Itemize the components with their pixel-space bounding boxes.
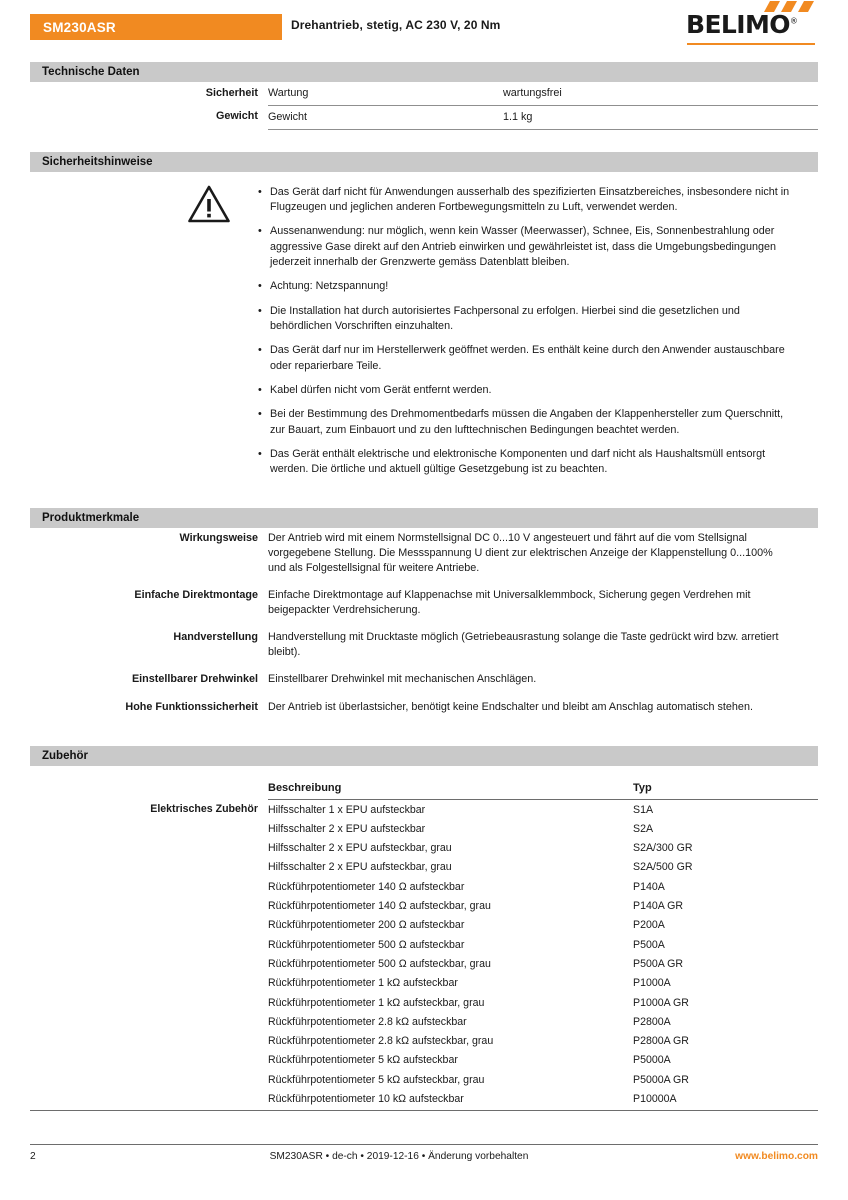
section-header-accessories: Zubehör [30,746,818,766]
list-item [258,407,796,438]
table-row [30,819,818,838]
safety-icon-cell [30,185,258,478]
list-item-text: Aussenanwendung: nur möglich, wenn kein Wasser (Meerwasser), Schnee, Eis, Sonnenbestrahlung oder aggressive Gase direkt auf den Antrieb einwirken und gewährleistet ist, dass die Umgebungsbedingungen jederzeit innerhalb der Grenzwerte gemäss Datenblatt bleiben. [270,225,776,269]
row-label: Gewicht [216,110,258,123]
accessory-description: Rückführpotentiometer 200 Ω aufsteckbar [268,919,465,932]
accessory-type: P1000A [633,977,671,990]
bullet-marker-icon: • [258,304,262,317]
list-item [258,279,796,294]
accessory-type: P200A [633,919,665,932]
table-row [30,839,818,858]
table-row [30,858,818,877]
accessory-type: P5000A GR [633,1073,689,1086]
accessory-description: Hilfsschalter 2 x EPU aufsteckbar [268,822,426,835]
table-row [30,993,818,1012]
accessory-description: Rückführpotentiometer 140 Ω aufsteckbar [268,880,465,893]
bullet-marker-icon: • [258,185,262,198]
accessory-type: P500A GR [633,957,684,970]
list-item-text: Achtung: Netzspannung! [270,280,389,293]
table-row [30,669,818,696]
list-item [258,383,796,398]
model-badge [30,14,282,40]
row-name: Gewicht [268,105,503,129]
spacer-cell [30,779,268,800]
registered-trademark-icon: ® [789,16,798,26]
table-row [30,105,818,129]
list-item [258,185,796,216]
accessory-type: P5000A [633,1054,671,1067]
table-row [30,897,818,916]
table-row [30,1051,818,1070]
accessory-type: S2A/500 GR [633,861,693,874]
accessory-description: Rückführpotentiometer 2.8 kΩ aufsteckbar, grau [268,1035,494,1048]
footer-website-link[interactable]: www.belimo.com [735,1151,818,1162]
accessories-table [30,779,818,1112]
accessory-type: S2A/300 GR [633,842,693,855]
feature-text: Einstellbarer Drehwinkel mit mechanischen Anschlägen. [268,673,537,686]
page-title: Drehantrieb, stetig, AC 230 V, 20 Nm [291,18,501,32]
accessory-description: Rückführpotentiometer 5 kΩ aufsteckbar, grau [268,1073,485,1086]
list-item-text: Kabel dürfen nicht vom Gerät entfernt werden. [270,384,492,397]
list-item [258,224,796,270]
model-badge-label: SM230ASR [43,19,116,35]
table-row [30,935,818,954]
bullet-marker-icon: • [258,448,262,461]
table-row [30,877,818,896]
feature-label: Wirkungsweise [179,531,258,544]
accessory-description: Rückführpotentiometer 500 Ω aufsteckbar [268,938,465,951]
row-label: Sicherheit [205,87,258,99]
accessory-description: Hilfsschalter 1 x EPU aufsteckbar [268,803,426,816]
table-row [30,954,818,973]
row-value: wartungsfrei [503,82,818,105]
accessory-description: Rückführpotentiometer 10 kΩ aufsteckbar [268,1089,633,1110]
accessory-description: Rückführpotentiometer 500 Ω aufsteckbar, grau [268,957,491,970]
section-header-safety: Sicherheitshinweise [30,152,818,172]
technical-data-table [30,82,818,130]
list-item-text: Die Installation hat durch autorisiertes Fachpersonal zu erfolgen. Hierbei sind die gesetzlichen und behördlichen Vorschriften einzuhalten. [270,304,740,333]
table-row [30,800,818,820]
logo-wordmark: BELIMO® [686,10,798,39]
table-row [30,1012,818,1031]
table-row [30,627,818,669]
table-row [30,1089,818,1110]
accessory-type: P2800A GR [633,1035,689,1048]
bullet-marker-icon: • [258,280,262,293]
page-footer [30,1144,818,1162]
accessory-type: P500A [633,938,665,951]
accessory-type: P1000A GR [633,996,689,1009]
accessory-description: Rückführpotentiometer 1 kΩ aufsteckbar, grau [268,996,485,1009]
accessory-type: S1A [633,803,654,816]
bullet-marker-icon: • [258,344,262,357]
accessory-description: Hilfsschalter 2 x EPU aufsteckbar, grau [268,861,452,874]
table-row [30,82,818,105]
accessory-description: Rückführpotentiometer 2.8 kΩ aufsteckbar [268,1015,467,1028]
list-item-text: Das Gerät enthält elektrische und elektronische Komponenten und darf nicht als Haushaltsmüll entsorgt werden. Die örtliche und aktuell gültige Gesetzgebung ist zu beachten. [270,448,766,476]
list-item [258,447,796,478]
section-header-features: Produktmerkmale [30,508,818,528]
accessory-type: S2A [633,822,654,835]
accessory-description: Rückführpotentiometer 1 kΩ aufsteckbar [268,977,458,990]
table-row [30,1032,818,1051]
table-row [30,697,818,724]
feature-label: Handverstellung [173,631,258,644]
list-item-text: Das Gerät darf nicht für Anwendungen ausserhalb des spezifizierten Einsatzbereiches, insbesondere nicht in Flugzeugen und jeglichen anderen Fortbewegungsmitteln zu Luft, verwendet werden. [270,185,790,214]
warning-triangle-icon [188,185,230,223]
accessory-type: P140A GR [633,900,684,913]
feature-text: Einfache Direktmontage auf Klappenachse mit Universalklemmbock, Sicherung gegen Verdrehen mit beigepackter Verdrehsicherung. [268,589,751,617]
list-item-text: Bei der Bestimmung des Drehmomentbedarfs müssen die Angaben der Klappenhersteller zum Querschnitt, zur Bauart, zum Einbauort und zu den lufttechnischen Bedingungen beachtet werden. [270,408,784,436]
table-row [30,974,818,993]
list-item [258,343,796,374]
safety-notes-block [30,172,818,478]
table-header-row [30,779,818,800]
accessory-group-label: Elektrisches Zubehör [150,803,258,816]
list-item-text: Das Gerät darf nur im Herstellerwerk geöffnet werden. Es enthält keine durch den Anwender austauschbare oder reparierbare Teile. [270,344,785,372]
feature-label: Einfache Direktmontage [134,589,258,602]
row-value: 1.1 kg [503,105,818,129]
column-header-description: Beschreibung [268,779,633,800]
feature-text: Der Antrieb wird mit einem Normstellsignal DC 0...10 V angesteuert und fährt auf die vom Stellsignal vorgegebene Stellung. Die Messspannung U dient zur elektrischen Anzeige der Klappenstellung 0...100% und als Folgestellsignal für weitere Antriebe. [268,531,773,574]
belimo-logo [686,0,818,50]
page-header [30,0,818,62]
list-item [258,304,796,335]
footer-reference: SM230ASR • de-ch • 2019-12-16 • Änderung vorbehalten [269,1151,529,1162]
logo-underline [687,43,815,45]
table-row [30,528,818,585]
bullet-marker-icon: • [258,408,262,421]
product-features-table [30,528,818,724]
feature-label: Hohe Funktionssicherheit [125,700,258,713]
table-row [30,1070,818,1089]
section-header-technical: Technische Daten [30,62,818,82]
accessory-description: Hilfsschalter 2 x EPU aufsteckbar, grau [268,842,452,855]
bullet-marker-icon: • [258,225,262,238]
table-row [30,916,818,935]
feature-text: Handverstellung mit Drucktaste möglich (Getriebeausrastung solange die Taste gedrückt wird bzw. arretiert bleibt). [268,631,779,659]
feature-label: Einstellbarer Drehwinkel [131,673,258,686]
accessory-description: Rückführpotentiometer 140 Ω aufsteckbar, grau [268,900,491,913]
column-header-type: Typ [633,779,818,800]
page-number: 2 [30,1151,36,1162]
row-name: Wartung [268,82,503,105]
accessory-type: P2800A [633,1015,671,1028]
table-row [30,585,818,627]
safety-bullet-list [258,185,818,478]
accessory-type: P140A [633,880,665,893]
accessory-type: P10000A [633,1089,818,1110]
bullet-marker-icon: • [258,384,262,397]
feature-text: Der Antrieb ist überlastsicher, benötigt keine Endschalter und bleibt am Anschlag automatisch stehen. [268,700,753,713]
accessory-description: Rückführpotentiometer 5 kΩ aufsteckbar [268,1054,458,1067]
